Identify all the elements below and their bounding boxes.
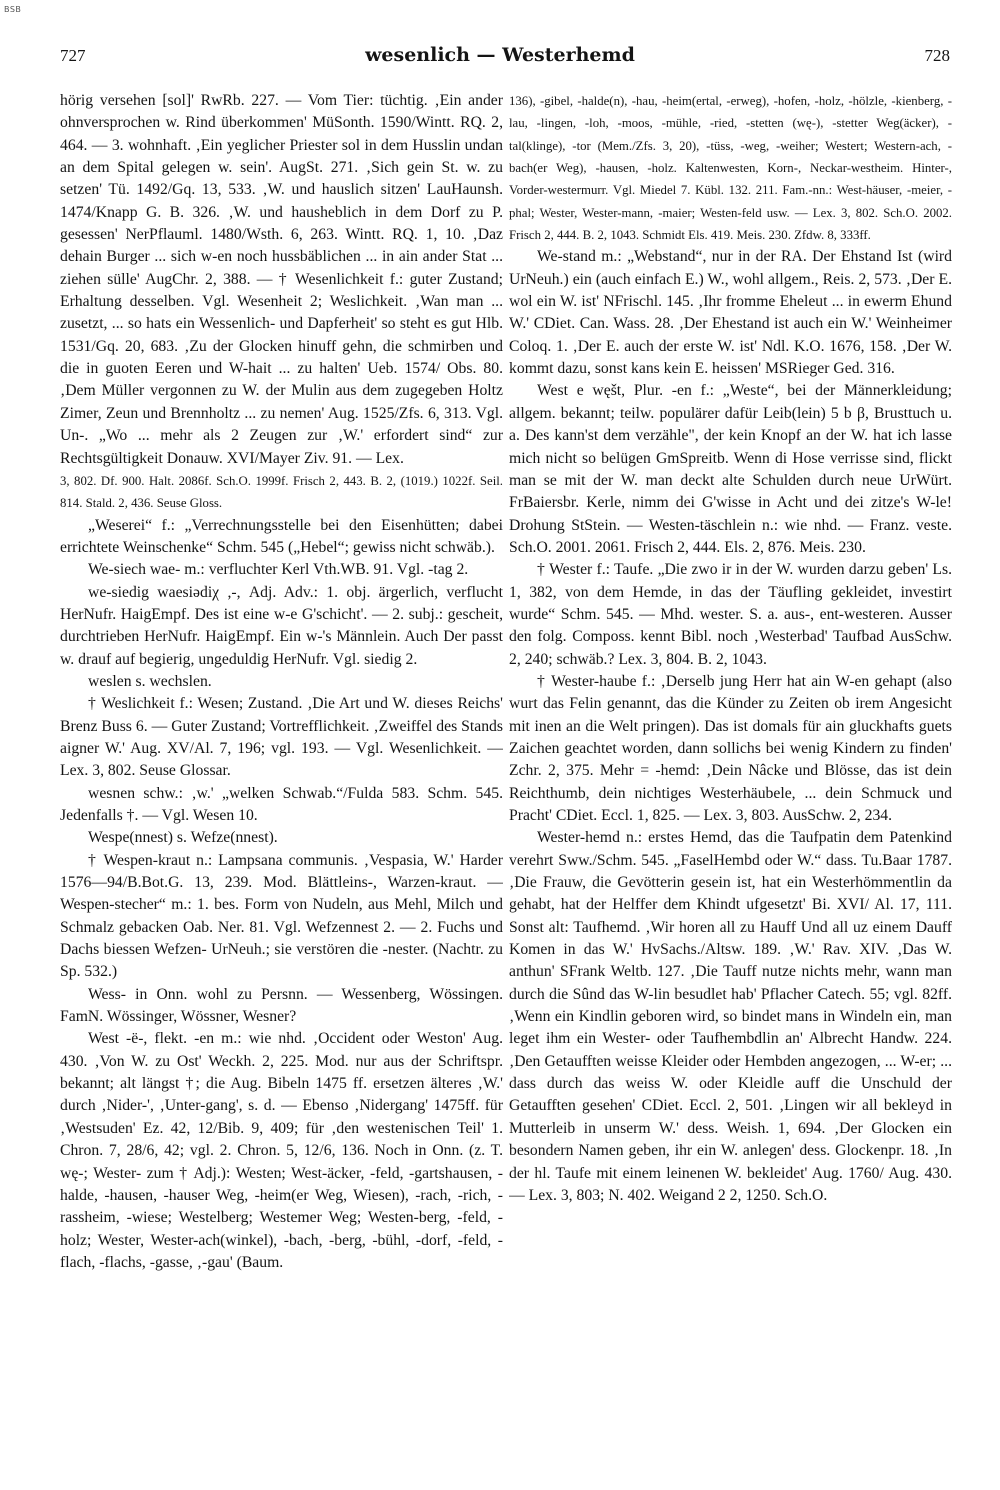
page-number-left: 727 [60, 46, 86, 65]
dictionary-entry-wess: Wess- in Onn. wohl zu Persnn. — Wessenberg, Wössingen. FamN. Wössinger, Wössner, Wesner? [60, 985, 503, 1026]
dictionary-entry-west: West -ë-, flekt. -en m.: wie nhd. ‚Occident oder Weston' Aug. 430. ‚Von W. zu Ost' Weckh. 2, 225. Mod. nur aus der Schriftspr. bekannt; alt längst †; die Aug. Bibeln 1475 ff. ersetzen älteres ‚W.' durch ‚Nider-', ‚Unter-gang', s. d. — Ebenso ‚Nidergang' 1475ff. für ‚Westsuden' Ez. 42, 12/Bib. 9, 409; für ‚den westenischen Teil' 1. Chron. 7, 28/6, 42; vgl. 2. Chron. 5, 12/6, 136. Noch in Onn. (z. T. wę-; Wester- zum † Adj.): Westen; West-äcker, -feld, -gartshausen, -halde, -hausen, -hauser Weg, -heim(er Weg, Wiesen), -rach, -rich, -rassheim, -wiese; Westelberg; Westemer Weg; Westen-berg, -feld, -holz; Wester, Wester-ach(winkel), -bach, -berg, -bühl, -dorf, -feld, -flach, -flachs, -gasse, ‚-gau' (Baum. [60, 1030, 503, 1271]
page-number-right: 728 [924, 46, 950, 65]
dictionary-entry-wesiech: We-siech wae- m.: verfluchter Kerl Vth.WB. 91. Vgl. -tag 2. [88, 561, 469, 579]
reference-block: 136), -gibel, -halde(n), -hau, -heim(ertal, -erweg), -hofen, -holz, -hölzle, -kienberg, -lau, -lingen, -loh, -moos, -mühle, -ried, -stetten (wę-), -stetter Weg(äcker), -tal(klinge), -tor (Mem./Zfs. 3, 20), -tüss, -weg, -weiher; Westert; Western-ach, -bach(er Weg), -hausen, -holz. Kaltenwesten, Korn-, Neckar-westheim. Hinter-, Vorder-westermurr. Vgl. Miedel 7. Kübl. 132. 211. Fam.-nn.: West-häuser, -meier, -phal; Wester, Wester-mann, -maier; Westen-feld usw. — Lex. 3, 802. Sch.O. 2002. Frisch 2, 444. B. 2, 1043. Schmidt Els. 419. Meis. 230. Zfdw. 8, 333ff. [509, 94, 952, 243]
library-stamp: BSB [4, 5, 22, 14]
paragraph: hörig versehen [sol]' RwRb. 227. — Vom Tier: tüchtig. ‚Ein ander ohnversprochen w. Rind überkommen' MüSonth. 1590/Wintt. RQ. 2, 464. — 3. wohnhaft. ‚Ein yeglicher Priester sol in dem Husslin undan an dem Spital gelegen w. sein'. AugSt. 271. ‚Sich gein St. w. zu setzen' Tü. 1492/Gq. 13, 533. ‚W. und hauslich sitzen' LauHaunsh. 1474/Knapp G. B. 326. ‚W. und hausheblich in dem Dorf zu P. gesessen' NerPflauml. 1480/Wsth. 6, 263. Wintt. RQ. 1, 10. ‚Daz dehain Burger ... sich w-en noch hussbäblichen ... in ain ander Stat ... ziehen sülle' AugChr. 2, 388. — † Wesenlichkeit f.: guter Zustand; Erhaltung desselben. Vgl. Wesenheit 2; Weslichkeit. ‚Wan man ... zusetzt, ... so hats ein Wessenlich- und Dapferheit' so steht es gut Hlb. 1531/Gq. 20, 683. ‚Zu der Glocken hinuff gehn, die schmirben und die in guoten Eeren und W-hait ... zu halten' Ueb. 1574/ Obs. 80. ‚Dem Müller vergonnen zu W. der Mulin aus dem zugegeben Holtz Zimer, Zeun und Brennholtz ... zu nemen' Aug. 1525/Zfs. 6, 313. Vgl. Un-. „Wo ... mehr als 2 Zeugen zur ‚W.' erfordert sind“ zur Rechtsgültigkeit Donauw. XVI/Mayer Ziv. 91. — Lex. [60, 92, 503, 467]
reference-line: 3, 802. Df. 900. Halt. 2086f. Sch.O. 1999f. Frisch 2, 443. B. 2, (1019.) 1022f. Seil. 814. Stald. 2, 436. Seuse Gloss. [60, 473, 503, 511]
dictionary-entry-weslen: weslen s. wechslen. [88, 672, 212, 690]
dictionary-entry-wester: † Wester f.: Taufe. „Die zwo ir in der W. wurden darzu geben' Ls. 1, 382, von dem Hemde, in das der Täufling gekleidet, investirt wurde“ Schm. 545. — Mhd. wester. S. a. aus-, ent-westeren. Ausser den folg. Composs. kennt Bibl. noch ‚Westerbad' Taufbad AusSchw. 2, 240; schwäb.? Lex. 3, 804. B. 2, 1043. [509, 561, 952, 668]
dictionary-entry-weslichkeit: † Weslichkeit f.: Wesen; Zustand. ‚Die Art und W. dieses Reichs' Brenz Buss 6. — Guter Zustand; Vortrefflichkeit. ‚Zweiffel des Stands aigner W.' Aug. XV/Al. 7, 196; vgl. 193. — Vgl. Wesenlichkeit. — Lex. 3, 802. Seuse Glossar. [60, 695, 503, 780]
dictionary-entry-weste: West e węšt, Plur. -en f.: „Weste“, bei der Männerkleidung; allgem. bekannt; teilw. populärer dafür Leib(lein) 5 b β, Brusttuch u. a. Des kann'st dem verzähle", der kein Knopf an der W. hat ich lasse mich nicht so belügen GmSpreitb. Wenn di Hose verrisse sind, flickt man se mit der W. man deckt alte Schulden durch neue UrWürt. FrBaiersbr. Kerle, nimm dei G'wisse in Acht und dei zitze's W-le! Drohung StStein. — Westen-täschlein n.: wie nhd. — Franz. veste. Sch.O. 2001. 2061. Frisch 2, 444. Els. 2, 876. Meis. 230. [509, 382, 952, 556]
dictionary-entry-wesiedig: we-siedig waesiədiχ ,-, Adj. Adv.: 1. obj. ärgerlich, verflucht HerNufr. HaigEmpf. Des ist eine w-e G'schicht'. — 2. subj.: gescheit, durchtrieben HerNufr. HaigEmpf. Ein w-'s Männlein. Auch Der passt w. drauf auf begierig, ungeduldig HerNufr. Vgl. siedig 2. [60, 583, 503, 668]
text-column-right [509, 90, 952, 1485]
dictionary-entry-weserei: „Weserei“ f.: „Verrechnungsstelle bei den Eisenhütten; dabei errichtete Weinschenke“ Schm. 545 („Hebel“; gewiss nicht schwäb.). [60, 516, 503, 556]
dictionary-entry-wespennest: Wespe(nnest) s. Wefze(nnest). [88, 829, 278, 847]
dictionary-entry-wespenkraut: † Wespen-kraut n.: Lampsana communis. ‚Vespasia, W.' Harder 1576—94/B.Bot.G. 13, 239. Mod. Blättleins-, Warzen-kraut. — Wespen-stecher“ m.: 1. bes. Form von Nudeln, aus Mehl, Milch und Schmalz gebacken Oab. Ner. 81. Vgl. Wefzennest 2. — 2. Fuchs und Dachs biessen Wefzen- UrNeuh.; sie verstören die -nester. (Nachtr. zu Sp. 532.) [60, 851, 503, 981]
running-title: wesenlich — Westerhemd [365, 44, 635, 66]
dictionary-entry-westerhemd: Wester-hemd n.: erstes Hemd, das die Taufpatin dem Patenkind verehrt Sww./Schm. 545. „FaselHembd oder W.“ dass. Tu.Baar 1787. ‚Die Frauw, die Gevötterin gesein ist, hat ein Westerhömmentlin da gehabt, hat der Helffer dem Khindt ufgesetzt' Bi. XVI/ Al. 17, 111. Sonst alt: Taufhemd. ‚Wir horen all zu Hauff Und all uz einem Dauff Komen in das W.' HvSachs./Altsw. 189. ‚W.' Rav. XIV. ‚Das W. anthun' SFrank Weltb. 127. ‚Die Tauff nutze nichts mehr, wann man durch die Sûnd das W-lin besudlet hab' Pflacher Catech. 55; vgl. 82ff. ‚Wenn ein Kindlin geboren wird, so bindet mans in Windeln ein, man leget ihm ein Wester- oder Taufhembdlin an' Albrecht Handw. 224. ‚Den Getaufften weisse Kleider oder Hembden angezogen, ... W-er; ... dass durch das weiss W. oder Kleidle auff die Unschuld der Getaufften gesehen' CDiet. Eccl. 2, 501. ‚Lingen wir all bekleyd in Mutterleib in unserm W.' dess. Weish. 1, 694. ‚Der Glocken ein besondern Namen geben, ihr ein W. anlegen' dess. Glockenpr. 18. ‚In der hl. Taufe mit einem leinenen W. bekleidet' Aug. 1760/ Aug. 430. — Lex. 3, 803; N. 402. Weigand 2 2, 1250. Sch.O. [509, 829, 952, 1204]
dictionary-entry-westand: We-stand m.: „Webstand“, nur in der RA. Der Ehstand Ist (wird UrNeuh.) ein (auch einfach E.) W., wohl allgem., Reis. 2, 573. ‚Der E. wol ein W. ist' NFrischl. 145. ‚Ihr fromme Eheleut ... in ewerm Ehund W.' CDiet. Can. Wass. 28. ‚Der Ehestand ist auch ein W.' Weinheimer Coloq. 1. ‚Der E. auch der erste W. ist' Ndl. K.O. 1676, 158. ‚Der W. kommt dazu, sonst kans kein E. heissen' MSRieger Ged. 316. [509, 248, 952, 378]
dictionary-entry-westerhaube: † Wester-haube f.: ‚Derselb jung Herr hat ain W-en gehapt (also wurt das Felin genannt, das die Künder zu Zeiten ob irem Angesicht mit inen an die Welt pringen). Das ist domals für ain gluckhafts guets Zaichen geachtet worden, dann sollichs bei wenig Kindern zu finden' Zchr. 2, 375. Mehr = -hemd: ‚Dein Nâcke und Blösse, das ist dein Reichthumb, dein nichtiges Westerhäubele, ... dein Schmuck und Pracht' CDiet. Eccl. 1, 825. — Lex. 3, 803. AusSchw. 2, 234. [509, 672, 952, 824]
dictionary-entry-wesnen: wesnen schw.: ‚w.' „welken Schwab.“/Fulda 583. Schm. 545. Jedenfalls †. — Vgl. Wesen 10. [60, 784, 503, 824]
text-column-left [60, 90, 503, 1485]
